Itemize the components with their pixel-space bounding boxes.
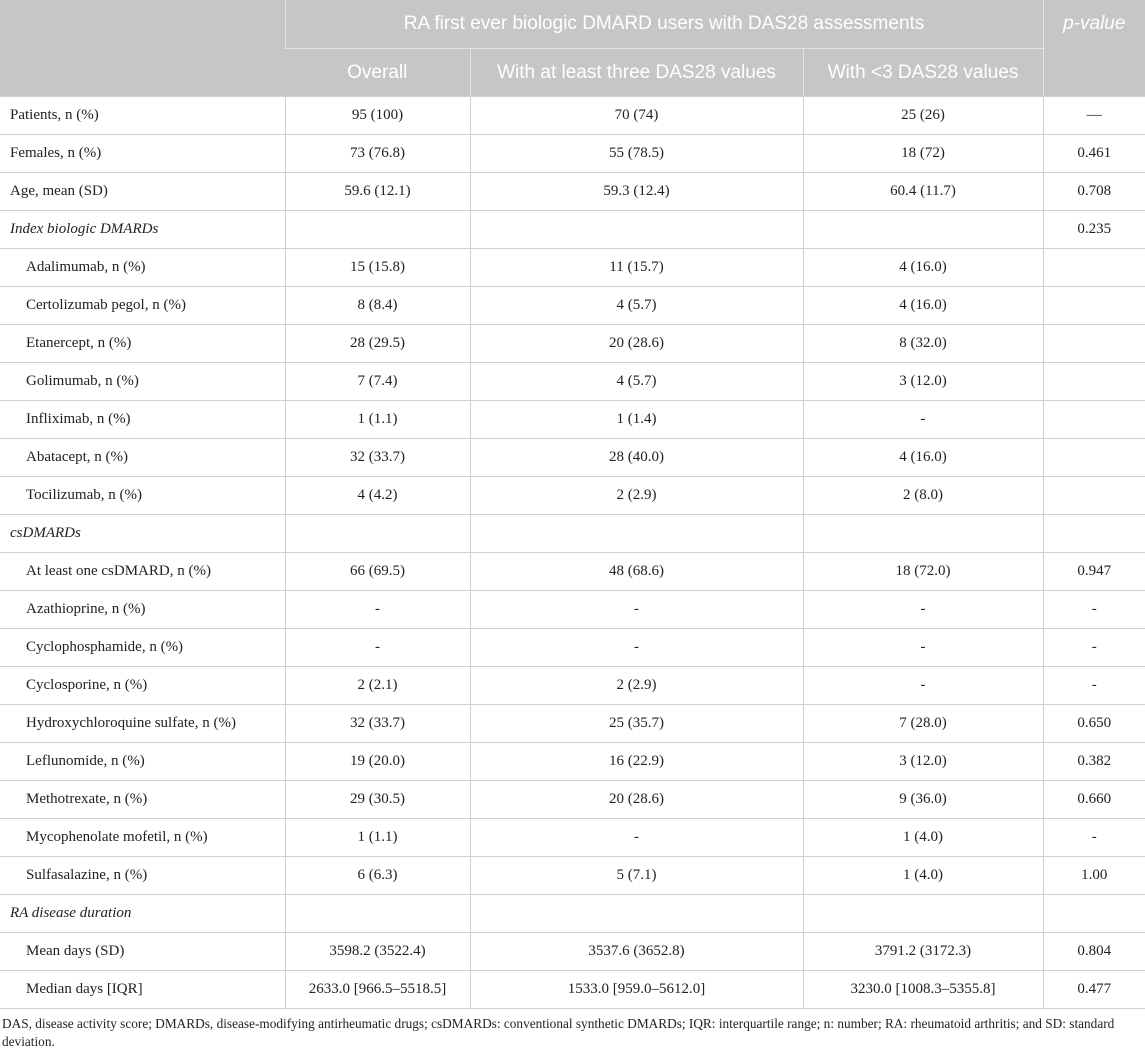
cell-three-plus: 20 (28.6): [470, 325, 803, 363]
table-row: [0, 933, 1145, 971]
row-label: Certolizumab pegol, n (%): [0, 287, 285, 325]
table-row: [0, 971, 1145, 1009]
row-label: Cyclophosphamide, n (%): [0, 629, 285, 667]
cell-overall: 95 (100): [285, 97, 470, 135]
cell-three-plus: 5 (7.1): [470, 857, 803, 895]
cell-overall: [285, 895, 470, 933]
cell-three-plus: -: [470, 591, 803, 629]
cell-less-three: -: [803, 401, 1043, 439]
cell-three-plus: -: [470, 629, 803, 667]
cell-less-three: [803, 515, 1043, 553]
row-label: Infliximab, n (%): [0, 401, 285, 439]
cell-overall: -: [285, 629, 470, 667]
cell-pvalue: 0.804: [1043, 933, 1145, 971]
table-row: [0, 781, 1145, 819]
cell-three-plus: 55 (78.5): [470, 135, 803, 173]
cell-overall: 29 (30.5): [285, 781, 470, 819]
header-less-three: With <3 DAS28 values: [803, 49, 1043, 97]
cell-three-plus: 11 (15.7): [470, 249, 803, 287]
cell-three-plus: 25 (35.7): [470, 705, 803, 743]
table-row: [0, 743, 1145, 781]
header-overall: Overall: [285, 49, 470, 97]
cell-overall: 32 (33.7): [285, 705, 470, 743]
cell-pvalue: 0.382: [1043, 743, 1145, 781]
cell-overall: 1 (1.1): [285, 819, 470, 857]
cell-three-plus: [470, 211, 803, 249]
cell-pvalue: —: [1043, 97, 1145, 135]
cell-three-plus: 3537.6 (3652.8): [470, 933, 803, 971]
section-row: [0, 895, 1145, 933]
cell-less-three: [803, 211, 1043, 249]
cell-pvalue: [1043, 439, 1145, 477]
cell-three-plus: 2 (2.9): [470, 477, 803, 515]
cell-less-three: 4 (16.0): [803, 287, 1043, 325]
cell-less-three: 4 (16.0): [803, 249, 1043, 287]
row-label: At least one csDMARD, n (%): [0, 553, 285, 591]
row-label: Hydroxychloroquine sulfate, n (%): [0, 705, 285, 743]
cell-pvalue: [1043, 477, 1145, 515]
table-row: [0, 135, 1145, 173]
table-row: [0, 249, 1145, 287]
cell-less-three: 1 (4.0): [803, 819, 1043, 857]
row-label: Etanercept, n (%): [0, 325, 285, 363]
cell-less-three: 3230.0 [1008.3–5355.8]: [803, 971, 1043, 1009]
cell-three-plus: [470, 515, 803, 553]
cell-less-three: 3 (12.0): [803, 363, 1043, 401]
section-label: RA disease duration: [0, 895, 285, 933]
table-footnote: DAS, disease activity score; DMARDs, disease-modifying antirheumatic drugs; csDMARDs: conventional synthetic DMARDs; IQR: interquartile range; n: number; RA: rheumatoid arthritis; and SD: standard deviation.: [2, 1016, 1115, 1049]
cell-three-plus: 20 (28.6): [470, 781, 803, 819]
cell-overall: 8 (8.4): [285, 287, 470, 325]
cell-pvalue: 0.477: [1043, 971, 1145, 1009]
row-label: Abatacept, n (%): [0, 439, 285, 477]
cell-three-plus: 1533.0 [959.0–5612.0]: [470, 971, 803, 1009]
cell-overall: 66 (69.5): [285, 553, 470, 591]
table-row: [0, 553, 1145, 591]
table-row: [0, 477, 1145, 515]
cell-less-three: 18 (72): [803, 135, 1043, 173]
row-label: Patients, n (%): [0, 97, 285, 135]
cell-pvalue: 0.235: [1043, 211, 1145, 249]
table-row: [0, 857, 1145, 895]
cell-pvalue: [1043, 287, 1145, 325]
cell-overall: 73 (76.8): [285, 135, 470, 173]
cell-overall: -: [285, 591, 470, 629]
cell-pvalue: 1.00: [1043, 857, 1145, 895]
table-row: [0, 819, 1145, 857]
header-three-plus: With at least three DAS28 values: [470, 49, 803, 97]
cell-three-plus: [470, 895, 803, 933]
header-blank-cell: [0, 0, 285, 97]
table-row: [0, 287, 1145, 325]
cell-pvalue: -: [1043, 819, 1145, 857]
cell-less-three: 3 (12.0): [803, 743, 1043, 781]
cell-pvalue: 0.650: [1043, 705, 1145, 743]
row-label: Sulfasalazine, n (%): [0, 857, 285, 895]
section-row: [0, 211, 1145, 249]
row-label: Tocilizumab, n (%): [0, 477, 285, 515]
cell-less-three: 7 (28.0): [803, 705, 1043, 743]
cell-overall: 2633.0 [966.5–5518.5]: [285, 971, 470, 1009]
row-label: Mycophenolate mofetil, n (%): [0, 819, 285, 857]
cell-pvalue: -: [1043, 629, 1145, 667]
cell-overall: 15 (15.8): [285, 249, 470, 287]
cell-overall: 59.6 (12.1): [285, 173, 470, 211]
row-label: Cyclosporine, n (%): [0, 667, 285, 705]
cell-three-plus: 4 (5.7): [470, 363, 803, 401]
row-label: Golimumab, n (%): [0, 363, 285, 401]
cell-less-three: 25 (26): [803, 97, 1043, 135]
cell-three-plus: 70 (74): [470, 97, 803, 135]
table-row: [0, 363, 1145, 401]
cell-less-three: -: [803, 629, 1043, 667]
row-label: Median days [IQR]: [0, 971, 285, 1009]
row-label: Adalimumab, n (%): [0, 249, 285, 287]
row-label: Age, mean (SD): [0, 173, 285, 211]
cell-overall: 2 (2.1): [285, 667, 470, 705]
cell-overall: 6 (6.3): [285, 857, 470, 895]
cell-three-plus: 2 (2.9): [470, 667, 803, 705]
cell-pvalue: [1043, 401, 1145, 439]
cell-less-three: [803, 895, 1043, 933]
cell-overall: 1 (1.1): [285, 401, 470, 439]
cell-overall: 28 (29.5): [285, 325, 470, 363]
cell-pvalue: [1043, 515, 1145, 553]
section-label: Index biologic DMARDs: [0, 211, 285, 249]
cell-pvalue: [1043, 363, 1145, 401]
cell-pvalue: 0.660: [1043, 781, 1145, 819]
cell-overall: 3598.2 (3522.4): [285, 933, 470, 971]
cell-overall: 4 (4.2): [285, 477, 470, 515]
cell-pvalue: 0.947: [1043, 553, 1145, 591]
cell-pvalue: -: [1043, 591, 1145, 629]
header-group-title: RA first ever biologic DMARD users with DAS28 assessments: [285, 0, 1043, 49]
row-label: Females, n (%): [0, 135, 285, 173]
row-label: Mean days (SD): [0, 933, 285, 971]
cell-less-three: 8 (32.0): [803, 325, 1043, 363]
cell-three-plus: 1 (1.4): [470, 401, 803, 439]
cell-pvalue: 0.708: [1043, 173, 1145, 211]
cell-three-plus: 4 (5.7): [470, 287, 803, 325]
cell-overall: 32 (33.7): [285, 439, 470, 477]
cell-pvalue: 0.461: [1043, 135, 1145, 173]
table-row: [0, 667, 1145, 705]
cell-overall: [285, 515, 470, 553]
cell-less-three: -: [803, 667, 1043, 705]
table-row: [0, 439, 1145, 477]
cell-less-three: 18 (72.0): [803, 553, 1043, 591]
cell-overall: [285, 211, 470, 249]
cell-less-three: 1 (4.0): [803, 857, 1043, 895]
cell-less-three: 3791.2 (3172.3): [803, 933, 1043, 971]
cell-three-plus: 28 (40.0): [470, 439, 803, 477]
cell-less-three: 60.4 (11.7): [803, 173, 1043, 211]
cell-overall: 7 (7.4): [285, 363, 470, 401]
cell-three-plus: 48 (68.6): [470, 553, 803, 591]
row-label: Leflunomide, n (%): [0, 743, 285, 781]
cell-pvalue: [1043, 895, 1145, 933]
cell-overall: 19 (20.0): [285, 743, 470, 781]
table-row: [0, 173, 1145, 211]
cell-three-plus: 16 (22.9): [470, 743, 803, 781]
cell-three-plus: 59.3 (12.4): [470, 173, 803, 211]
section-row: [0, 515, 1145, 553]
cell-three-plus: -: [470, 819, 803, 857]
cell-less-three: 2 (8.0): [803, 477, 1043, 515]
table-row: [0, 325, 1145, 363]
cell-less-three: -: [803, 591, 1043, 629]
row-label: Azathioprine, n (%): [0, 591, 285, 629]
section-label: csDMARDs: [0, 515, 285, 553]
cell-less-three: 4 (16.0): [803, 439, 1043, 477]
cell-pvalue: [1043, 249, 1145, 287]
table-row: [0, 401, 1145, 439]
table-row: [0, 705, 1145, 743]
row-label: Methotrexate, n (%): [0, 781, 285, 819]
table-row: [0, 629, 1145, 667]
cell-less-three: 9 (36.0): [803, 781, 1043, 819]
table-row: [0, 591, 1145, 629]
header-pvalue: p-value: [1043, 0, 1145, 97]
cell-pvalue: [1043, 325, 1145, 363]
table-row: [0, 97, 1145, 135]
cell-pvalue: -: [1043, 667, 1145, 705]
